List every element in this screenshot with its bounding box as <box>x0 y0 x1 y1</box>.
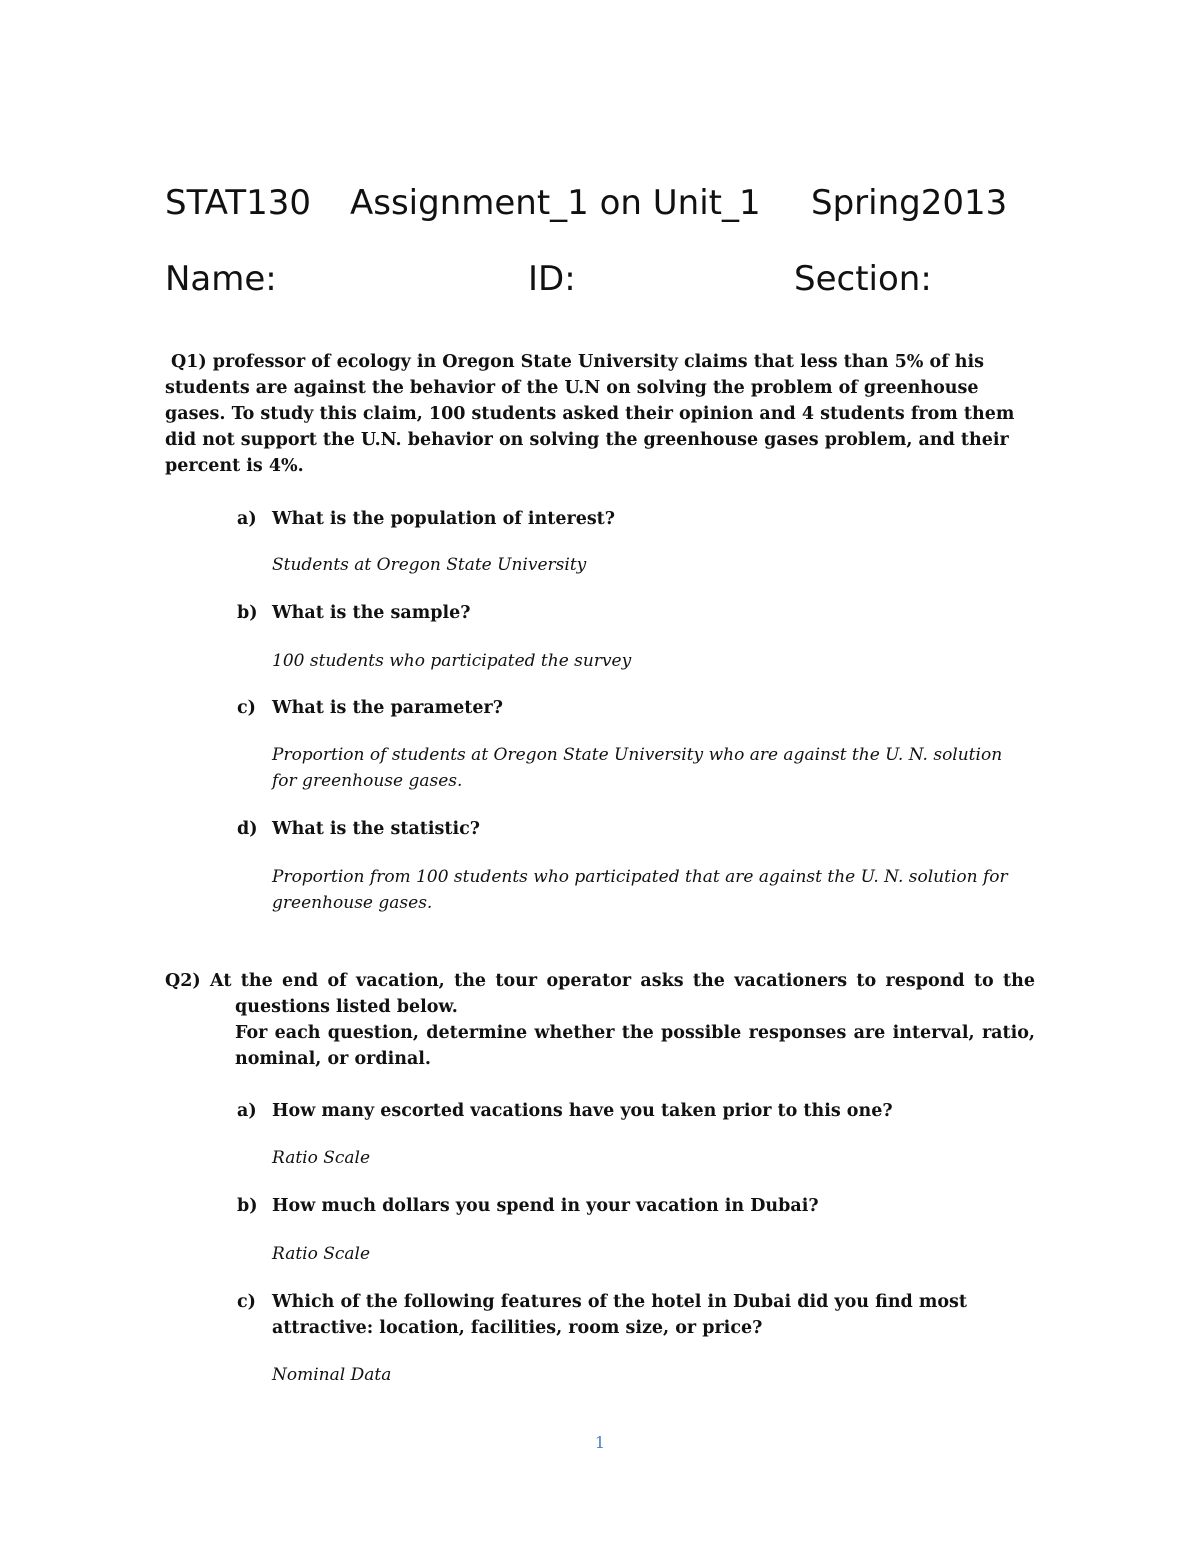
q2-item-c-letter: c) <box>237 1292 256 1312</box>
id-label: ID: <box>528 259 576 299</box>
q1-item-d-question: What is the statistic? <box>272 819 481 839</box>
question-2-text <box>165 968 1035 1072</box>
term-label: Spring2013 <box>811 183 1008 223</box>
q1-item-b-question: What is the sample? <box>272 603 471 623</box>
q2-item-a-question: How many escorted vacations have you taken prior to this one? <box>272 1101 893 1121</box>
q2-item-c-question: Which of the following features of the hotel in Dubai did you find most attractive: location, facilities, room size, or price? <box>272 1292 967 1338</box>
q1-item-a-letter: a) <box>237 509 257 529</box>
title-row <box>165 178 1045 228</box>
q1-item-b-answer: 100 students who participated the survey <box>272 651 632 671</box>
q1-item-d-answer: Proportion from 100 students who participated that are against the U. N. solution for greenhouse gases. <box>272 867 1008 913</box>
q1-item-c-letter: c) <box>237 698 256 718</box>
q2-item-c-answer: Nominal Data <box>272 1365 392 1385</box>
q1-item-c-question: What is the parameter? <box>272 698 503 718</box>
q1-item-a-question: What is the population of interest? <box>272 509 616 529</box>
assignment-title: Assignment_1 on Unit_1 <box>350 183 761 223</box>
q2-item-a-letter: a) <box>237 1101 257 1121</box>
name-label: Name: <box>165 259 277 299</box>
question-1-text: Q1) professor of ecology in Oregon State University claims that less than 5% of his students are against the behavior of the U.N on solving the problem of greenhouse gases. To study this claim, 100 students asked their opinion and 4 students from them did not support the U.N. behavior on solving the greenhouse gases problem, and their percent is 4%. <box>165 352 1015 476</box>
course-code: STAT130 <box>165 183 311 223</box>
student-info-row <box>165 254 1045 304</box>
q2-item-a-answer: Ratio Scale <box>272 1148 371 1168</box>
q1-item-a-answer: Students at Oregon State University <box>272 555 587 575</box>
q1-item-d-letter: d) <box>237 819 258 839</box>
q2-item-b-question: How much dollars you spend in your vacation in Dubai? <box>272 1196 819 1216</box>
question-2-instruction: For each question, determine whether the possible responses are interval, ratio, nominal, or ordinal. <box>235 1023 1035 1069</box>
q2-item-b-answer: Ratio Scale <box>272 1244 371 1264</box>
q2-item-b-letter: b) <box>237 1196 258 1216</box>
page-number: 1 <box>594 1433 606 1452</box>
section-label: Section: <box>794 259 932 299</box>
question-2-prompt: Q2) At the end of vacation, the tour operator asks the vacationers to respond to the questions listed below. <box>165 971 1035 1017</box>
q1-item-c-answer: Proportion of students at Oregon State University who are against the U. N. solution for greenhouse gases. <box>272 745 1003 791</box>
q1-item-b-letter: b) <box>237 603 258 623</box>
